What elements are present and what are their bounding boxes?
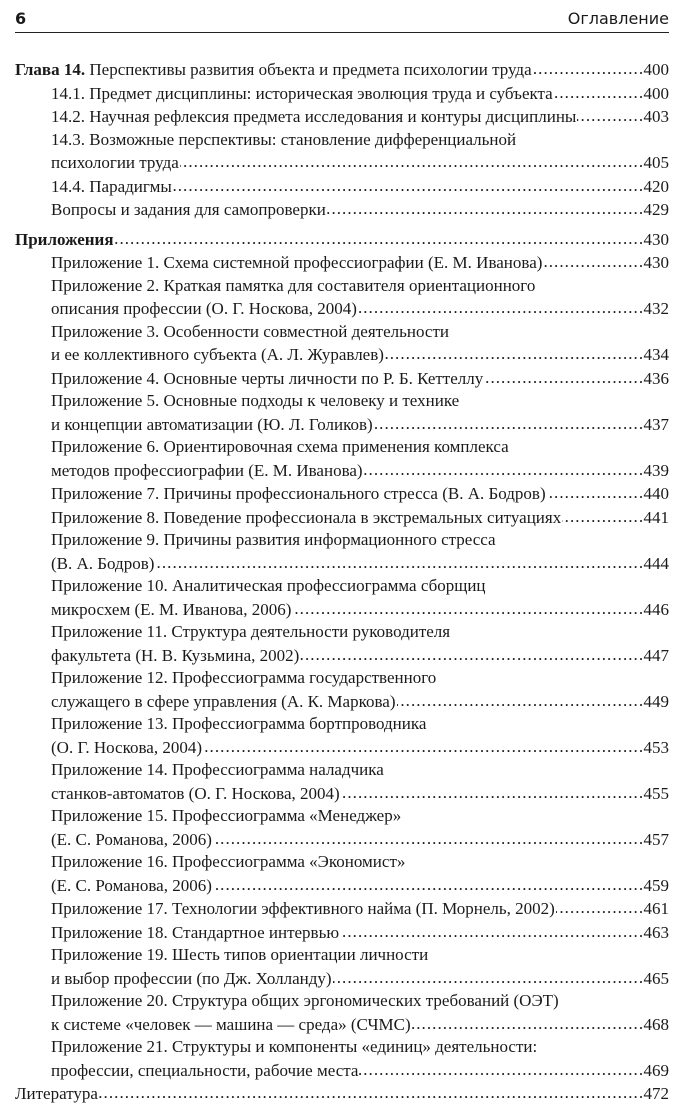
entry-text: 14.4. Парадигмы bbox=[51, 176, 172, 196]
leader-dots bbox=[115, 228, 642, 245]
entry-text: (Е. С. Романова, 2006) bbox=[51, 875, 212, 895]
leader-dots bbox=[340, 921, 641, 938]
toc-appendix-item-12[interactable] bbox=[15, 667, 669, 713]
page-ref: 400 bbox=[643, 83, 669, 103]
table-of-contents bbox=[15, 58, 669, 1106]
toc-literature[interactable] bbox=[15, 1082, 669, 1106]
toc-appendix-item-1[interactable] bbox=[15, 251, 669, 275]
chapter-title: Перспективы развития объекта и предмета психологии труда bbox=[89, 60, 532, 79]
page-ref: 434 bbox=[643, 345, 669, 364]
toc-appendix-item-6[interactable] bbox=[15, 436, 669, 482]
leader-dots bbox=[99, 1082, 642, 1099]
entry-text: 14.3. Возможные перспективы: становление дифференциальной bbox=[51, 129, 517, 149]
page-ref: 459 bbox=[643, 875, 669, 895]
toc-appendix-item-19[interactable] bbox=[15, 944, 669, 990]
leader-dots bbox=[484, 367, 641, 384]
toc-appendix-item-20[interactable] bbox=[15, 990, 669, 1036]
leader-dots bbox=[562, 506, 641, 523]
entry-text: Приложение 4. Основные черты личности по Р. Б. Кеттеллу bbox=[51, 368, 484, 388]
entry-text: Приложение 9. Причины развития информационного стресса bbox=[51, 530, 496, 549]
leader-dots bbox=[341, 782, 642, 799]
page-ref: 436 bbox=[643, 368, 669, 388]
leader-dots bbox=[333, 967, 642, 984]
toc-section-5[interactable] bbox=[15, 198, 669, 222]
entry-text: Приложение 13. Профессиограмма бортпроводника bbox=[51, 714, 427, 733]
page-number: 6 bbox=[15, 9, 27, 28]
leader-dots bbox=[358, 297, 642, 314]
page-ref: 441 bbox=[643, 507, 669, 527]
entry-text: 14.2. Научная рефлексия предмета исследования и контуры дисциплины bbox=[51, 107, 577, 126]
toc-section-4[interactable] bbox=[15, 175, 669, 199]
leader-dots bbox=[203, 736, 642, 753]
leader-dots bbox=[543, 251, 641, 268]
page-ref: 468 bbox=[643, 1014, 669, 1034]
leader-dots bbox=[374, 413, 642, 430]
entry-text: (В. А. Бодров) bbox=[51, 553, 155, 573]
entry-text: (О. Г. Носкова, 2004) bbox=[51, 737, 202, 757]
toc-appendix-item-9[interactable] bbox=[15, 529, 669, 575]
entry-text: к системе «человек — машина — среда» (СЧМС) bbox=[51, 1014, 411, 1034]
entry-text: Приложение 1. Схема системной профессиографии (Е. М. Иванова) bbox=[51, 253, 543, 272]
entry-text: служащего в сфере управления (А. К. Маркова) bbox=[51, 691, 396, 711]
toc-appendix-item-11[interactable] bbox=[15, 621, 669, 667]
leader-dots bbox=[533, 58, 642, 75]
entry-text: Приложение 12. Профессиограмма государственного bbox=[51, 668, 437, 687]
entry-text: Приложение 11. Структура деятельности руководителя bbox=[51, 622, 451, 641]
entry-text: станков-автоматов (О. Г. Носкова, 2004) bbox=[51, 783, 340, 803]
leader-dots bbox=[213, 828, 642, 845]
page-ref: 432 bbox=[643, 299, 669, 318]
leader-dots bbox=[213, 874, 642, 891]
entry-text: Приложение 15. Профессиограмма «Менеджер» bbox=[51, 806, 402, 825]
header-rule bbox=[15, 32, 669, 33]
toc-chapter-14[interactable] bbox=[15, 58, 669, 82]
page-ref: 444 bbox=[643, 553, 669, 573]
leader-dots bbox=[554, 82, 642, 99]
entry-text: Приложение 19. Шесть типов ориентации личности bbox=[51, 945, 429, 964]
entry-text: Приложение 17. Технологии эффективного найма (П. Морнель, 2002) bbox=[51, 899, 555, 918]
page-ref: 430 bbox=[643, 229, 669, 249]
appendix-title: Приложения bbox=[15, 229, 114, 249]
toc-appendix-item-18[interactable] bbox=[15, 921, 669, 945]
page-ref: 430 bbox=[643, 253, 669, 272]
toc-appendix-item-13[interactable] bbox=[15, 713, 669, 759]
page-ref: 472 bbox=[643, 1084, 669, 1103]
leader-dots bbox=[397, 690, 642, 707]
entry-text: и выбор профессии (по Дж. Холланду) bbox=[51, 968, 332, 988]
page-ref: 429 bbox=[643, 200, 669, 219]
chapter-label: Глава 14. bbox=[15, 60, 86, 79]
leader-dots bbox=[180, 151, 642, 168]
entry-text: и концепции автоматизации (Ю. Л. Голиков) bbox=[51, 414, 373, 434]
entry-text: Приложение 5. Основные подходы к человеку и технике bbox=[51, 391, 460, 410]
entry-text: Приложение 16. Профессиограмма «Экономист» bbox=[51, 852, 406, 871]
entry-text: микросхем (Е. М. Иванова, 2006) bbox=[51, 599, 292, 619]
toc-appendix-item-2[interactable] bbox=[15, 275, 669, 321]
entry-text: Приложение 20. Структура общих эргономических требований (ОЭТ) bbox=[51, 991, 559, 1010]
entry-text: Приложение 14. Профессиограмма наладчика bbox=[51, 760, 384, 779]
leader-dots bbox=[155, 552, 641, 569]
page-ref: 400 bbox=[643, 60, 669, 79]
toc-appendix-item-4[interactable] bbox=[15, 367, 669, 391]
page-ref: 420 bbox=[643, 176, 669, 196]
page-ref: 440 bbox=[643, 484, 669, 503]
entry-text: Вопросы и задания для самопроверки bbox=[51, 200, 326, 219]
running-title: Оглавление bbox=[567, 9, 669, 28]
page-ref: 405 bbox=[643, 153, 669, 172]
toc-appendix-item-5[interactable] bbox=[15, 390, 669, 436]
entry-text: Приложение 3. Особенности совместной деятельности bbox=[51, 321, 449, 341]
entry-text: методов профессиографии (Е. М. Иванова) bbox=[51, 460, 363, 480]
entry-text: 14.1. Предмет дисциплины: историческая эволюция труда и субъекта bbox=[51, 83, 553, 103]
page-ref: 439 bbox=[643, 460, 669, 480]
entry-text: Приложение 6. Ориентировочная схема применения комплекса bbox=[51, 437, 509, 456]
entry-text: Приложение 18. Стандартное интервью bbox=[51, 922, 340, 942]
page-ref: 461 bbox=[643, 899, 669, 918]
toc-appendix-item-15[interactable] bbox=[15, 805, 669, 851]
page-ref: 446 bbox=[643, 599, 669, 619]
entry-text: (Е. С. Романова, 2006) bbox=[51, 829, 212, 849]
leader-dots bbox=[577, 105, 641, 122]
page-ref: 455 bbox=[643, 783, 669, 803]
leader-dots bbox=[556, 897, 642, 914]
toc-appendix-item-16[interactable] bbox=[15, 851, 669, 897]
entry-text: Приложение 21. Структуры и компоненты «единиц» деятельности: bbox=[51, 1037, 538, 1056]
toc-appendix-item-14[interactable] bbox=[15, 759, 669, 805]
leader-dots bbox=[359, 1059, 641, 1076]
page-ref: 463 bbox=[643, 922, 669, 942]
literature-title: Литература bbox=[15, 1084, 98, 1103]
entry-text: Приложение 10. Аналитическая профессиограмма сборщиц bbox=[51, 576, 486, 595]
leader-dots bbox=[412, 1013, 642, 1030]
entry-text: психологии труда bbox=[51, 153, 179, 172]
toc-appendix-item-7[interactable] bbox=[15, 482, 669, 506]
entry-text: профессии, специальности, рабочие места bbox=[51, 1060, 359, 1080]
leader-dots bbox=[547, 482, 642, 499]
entry-text: Приложение 8. Поведение профессионала в экстремальных ситуациях bbox=[51, 507, 562, 527]
entry-text: описания профессии (О. Г. Носкова, 2004) bbox=[51, 299, 357, 318]
entry-text: Приложение 7. Причины профессионального стресса (В. А. Бодров) bbox=[51, 484, 546, 503]
toc-section-2[interactable] bbox=[15, 105, 669, 129]
entry-text: Приложение 2. Краткая памятка для составителя ориентационного bbox=[51, 275, 536, 295]
leader-dots bbox=[300, 644, 641, 661]
page-ref: 453 bbox=[643, 737, 669, 757]
page-ref: 457 bbox=[643, 829, 669, 849]
toc-section-1[interactable] bbox=[15, 82, 669, 106]
page-ref: 469 bbox=[643, 1060, 669, 1080]
page-ref: 449 bbox=[643, 691, 669, 711]
toc-appendix-item-17[interactable] bbox=[15, 897, 669, 921]
page-ref: 403 bbox=[643, 107, 669, 126]
page-ref: 437 bbox=[643, 414, 669, 434]
page-ref: 447 bbox=[643, 645, 669, 665]
leader-dots bbox=[385, 343, 642, 360]
leader-dots bbox=[364, 459, 642, 476]
leader-dots bbox=[173, 175, 642, 192]
toc-appendix-item-21[interactable] bbox=[15, 1036, 669, 1082]
toc-appendix-item-10[interactable] bbox=[15, 575, 669, 621]
toc-appendix-item-3[interactable] bbox=[15, 321, 669, 367]
running-header bbox=[15, 4, 669, 28]
toc-appendix[interactable] bbox=[15, 228, 669, 252]
toc-section-3[interactable] bbox=[15, 129, 669, 175]
leader-dots bbox=[292, 598, 641, 615]
toc-appendix-item-8[interactable] bbox=[15, 506, 669, 530]
leader-dots bbox=[327, 198, 642, 215]
entry-text: и ее коллективного субъекта (А. Л. Журавлев) bbox=[51, 345, 384, 364]
page-ref: 465 bbox=[643, 968, 669, 988]
entry-text: факультета (Н. В. Кузьмина, 2002) bbox=[51, 645, 300, 665]
